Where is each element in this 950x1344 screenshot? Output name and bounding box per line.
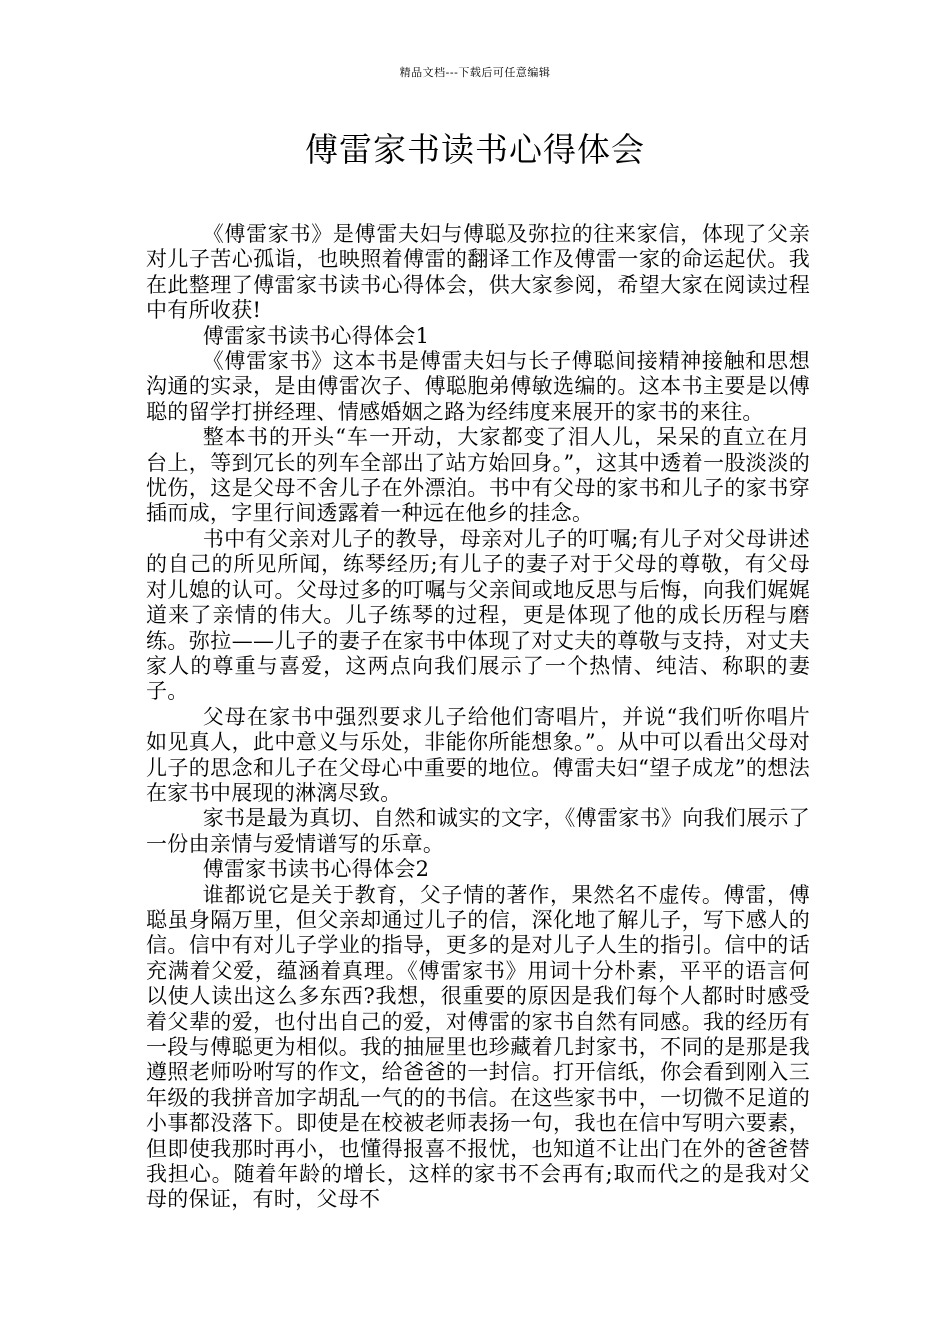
document-body <box>146 222 810 1213</box>
body-paragraph: 父母在家书中强烈要求儿子给他们寄唱片，并说“我们听你唱片如见真人，此中意义与乐处，非能你所能想象。”。从中可以看出父母对儿子的思念和儿子在父母心中重要的地位。傅雷夫妇“望子成龙”的想法在家书中展现的淋漓尽致。 <box>146 704 810 805</box>
header-note: 精品文档---下载后可任意编辑 <box>399 66 551 79</box>
section-heading-1: 傅雷家书读书心得体会1 <box>202 323 430 348</box>
document-title: 傅雷家书读书心得体会 <box>305 130 645 169</box>
body-paragraph: 书中有父亲对儿子的教导，母亲对儿子的叮嘱;有儿子对父母讲述的自己的所见所闻，练琴经历;有儿子的妻子对于父母的尊敬，有父母对儿媳的认可。父母过多的叮嘱与父亲间或地反思与后悔，向我们娓娓道来了亲情的伟大。儿子练琴的过程，更是体现了他的成长历程与磨练。弥拉——儿子的妻子在家书中体现了对丈夫的尊敬与支持，对丈夫家人的尊重与喜爱，这两点向我们展示了一个热情、纯洁、称职的妻子。 <box>146 526 810 704</box>
section-heading-2: 傅雷家书读书心得体会2 <box>202 857 430 882</box>
intro-paragraph: 《傅雷家书》是傅雷夫妇与傅聪及弥拉的往来家信，体现了父亲对儿子苦心孤诣，也映照着傅雷的翻译工作及傅雷一家的命运起伏。我在此整理了傅雷家书读书心得体会，供大家参阅，希望大家在阅读过程中有所收获! <box>146 222 810 323</box>
body-paragraph: 《傅雷家书》这本书是傅雷夫妇与长子傅聪间接精神接触和思想沟通的实录，是由傅雷次子、傅聪胞弟傅敏选编的。这本书主要是以傅聪的留学打拼经理、情感婚姻之路为经纬度来展开的家书的来往。 <box>146 349 810 424</box>
body-paragraph: 谁都说它是关于教育，父子情的著作，果然名不虚传。傅雷，傅聪虽身隔万里，但父亲却通过儿子的信，深化地了解儿子，写下感人的信。信中有对儿子学业的指导，更多的是对儿子人生的指引。信中的话充满着父爱，蕴涵着真理。《傅雷家书》用词十分朴素，平平的语言何以使人读出这么多东西?我想，很重要的原因是我们每个人都时时感受着父辈的爱，也付出自己的爱，对傅雷的家书自然有同感。我的经历有一段与傅聪更为相似。我的抽屉里也珍藏着几封家书，不同的是那是我遵照老师吩咐写的作文，给爸爸的一封信。打开信纸，你会看到刚入三年级的我拼音加字胡乱一气的的书信。在这些家书中，一切微不足道的小事都没落下。即使是在校被老师表扬一句，我也在信中写明六要素，但即使我那时再小，也懂得报喜不报忧，也知道不让出门在外的爸爸替我担心。随着年龄的增长，这样的家书不会再有;取而代之的是我对父母的保证，有时，父母不 <box>146 882 810 1212</box>
body-paragraph: 家书是最为真切、自然和诚实的文字，《傅雷家书》向我们展示了一份由亲情与爱情谱写的乐章。 <box>146 806 810 856</box>
body-paragraph: 整本书的开头“车一开动，大家都变了泪人儿，呆呆的直立在月台上，等到冗长的列车全部出了站方始回身。”，这其中透着一股淡淡的忧伤，这是父母不舍儿子在外漂泊。书中有父母的家书和儿子的家书穿插而成，字里行间透露着一种远在他乡的挂念。 <box>146 425 810 526</box>
